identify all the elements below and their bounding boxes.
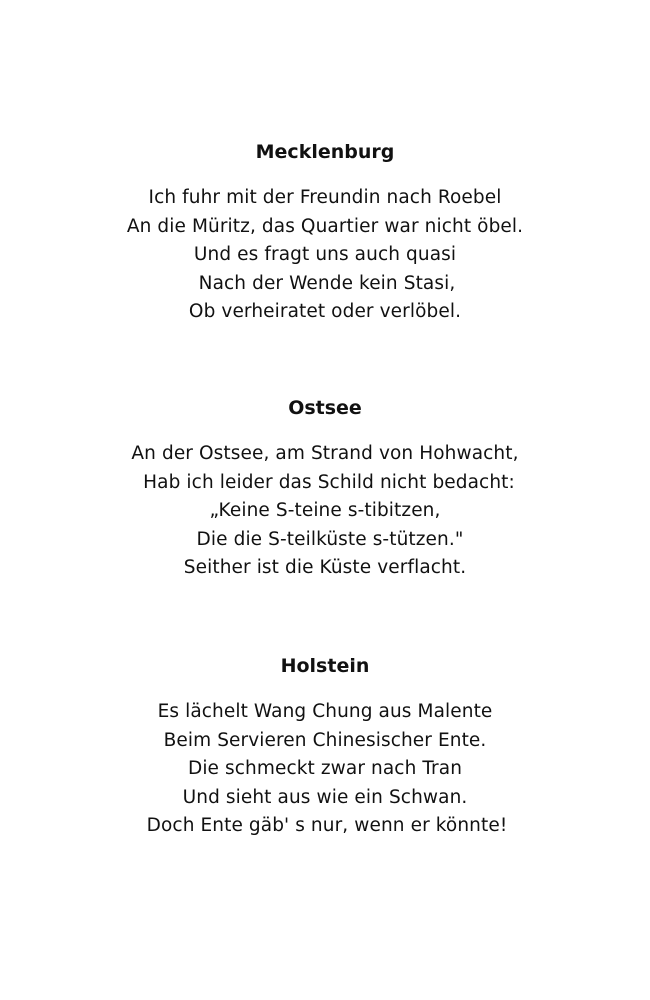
poem-title: Ostsee — [288, 397, 362, 419]
poem-line: Und es fragt uns auch quasi — [193, 244, 457, 265]
poem-line: Es lächelt Wang Chung aus Malente — [157, 701, 493, 722]
poem-stanza — [0, 698, 650, 841]
poem-line: Seither ist die Küste verflacht. — [183, 557, 467, 578]
poem-mecklenburg — [0, 140, 650, 327]
poem-title: Mecklenburg — [255, 141, 395, 163]
poem-title: Holstein — [280, 655, 370, 677]
poem-line: Und sieht aus wie ein Schwan. — [182, 786, 468, 808]
poem-stanza — [0, 440, 650, 583]
poem-stanza — [0, 184, 650, 327]
poem-line: Hab ich leider das Schild nicht bedacht: — [143, 471, 515, 493]
poem-line: Ich fuhr mit der Freundin nach Roebel — [148, 187, 502, 208]
poem-line: Doch Ente gäb' s nur, wenn er könnte! — [146, 815, 508, 836]
poem-line: Ob verheiratet oder verlöbel. — [188, 301, 462, 322]
poem-ostsee — [0, 396, 650, 583]
poem-holstein — [0, 654, 650, 841]
poem-line: Beim Servieren Chinesischer Ente. — [163, 729, 487, 751]
poem-line: Die schmeckt zwar nach Tran — [187, 758, 463, 779]
poem-line: An die Müritz, das Quartier war nicht öbel. — [126, 215, 524, 237]
poem-line: An der Ostsee, am Strand von Hohwacht, — [131, 443, 519, 464]
poem-line: Nach der Wende kein Stasi, — [198, 272, 456, 294]
poem-line: „Keine S-teine s-tibitzen, — [209, 500, 441, 521]
poem-line: Die die S-teilküste s-tützen." — [196, 528, 464, 550]
